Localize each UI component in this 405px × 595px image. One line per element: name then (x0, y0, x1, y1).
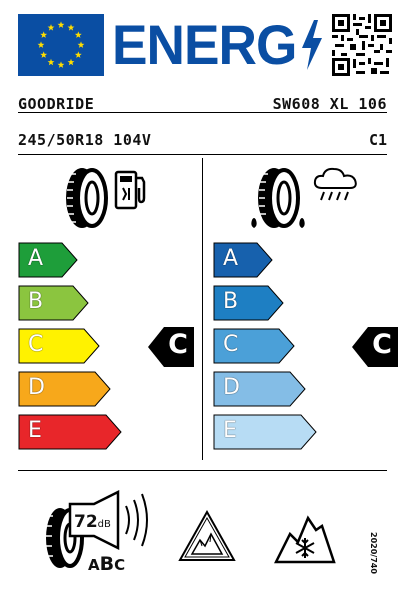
tyre-class: C1 (368, 131, 387, 149)
rating-bar-label: D (28, 375, 45, 400)
rating-bar-a (213, 242, 273, 278)
rating-bar-label: E (28, 418, 42, 443)
fuel-pump-icon (114, 170, 150, 214)
three-peak-snowflake-icon (274, 508, 336, 568)
divider (18, 154, 387, 155)
rating-bar-b (18, 285, 89, 321)
noise-unit: dB (97, 519, 111, 530)
noise-value (74, 512, 111, 532)
noise-db-value: 72 (74, 512, 98, 532)
brand-name: GOODRIDE (18, 95, 95, 113)
fuel-rating-label: C (168, 329, 188, 360)
rating-bar-c (18, 328, 100, 364)
rain-cloud-icon (312, 164, 360, 212)
rating-bar-b (213, 285, 284, 321)
tyre-size: 245/50R18 104V (18, 131, 152, 149)
model-name: SW608 XL 106 (272, 95, 387, 113)
tyre-icon (248, 166, 312, 240)
rating-bar-label: A (28, 246, 44, 271)
qr-code-icon[interactable] (332, 14, 392, 76)
rating-bar-d (213, 371, 306, 407)
rating-bar-e (213, 414, 317, 450)
fuel-rating-marker (148, 327, 194, 367)
vertical-divider (202, 158, 203, 460)
rating-bar-a (18, 242, 78, 278)
rating-bar-label: E (223, 418, 237, 443)
rating-bar-label: A (223, 246, 239, 271)
regulation-number: 2020/740 (369, 532, 378, 574)
noise-class (88, 553, 125, 575)
noise-class-c: C (114, 556, 126, 574)
noise-class-a: A (88, 556, 100, 574)
rating-bar-label: B (28, 289, 44, 314)
wet-grip-rating-marker (352, 327, 398, 367)
energy-bolt-icon (300, 20, 324, 70)
rating-bar-label: D (223, 375, 240, 400)
divider (18, 470, 387, 471)
rating-bar-label: C (28, 332, 44, 357)
noise-class-b: B (99, 553, 115, 575)
tyre-icon (60, 166, 110, 234)
wet-grip-rating-label: C (372, 329, 392, 360)
mountain-icon (178, 510, 236, 566)
rating-bar-label: C (223, 332, 239, 357)
eu-flag-icon (18, 14, 104, 76)
rating-bar-c (213, 328, 295, 364)
rating-bar-e (18, 414, 122, 450)
rating-bar-label: B (223, 289, 239, 314)
rating-bar-d (18, 371, 111, 407)
energy-title: ENERG (112, 13, 297, 76)
